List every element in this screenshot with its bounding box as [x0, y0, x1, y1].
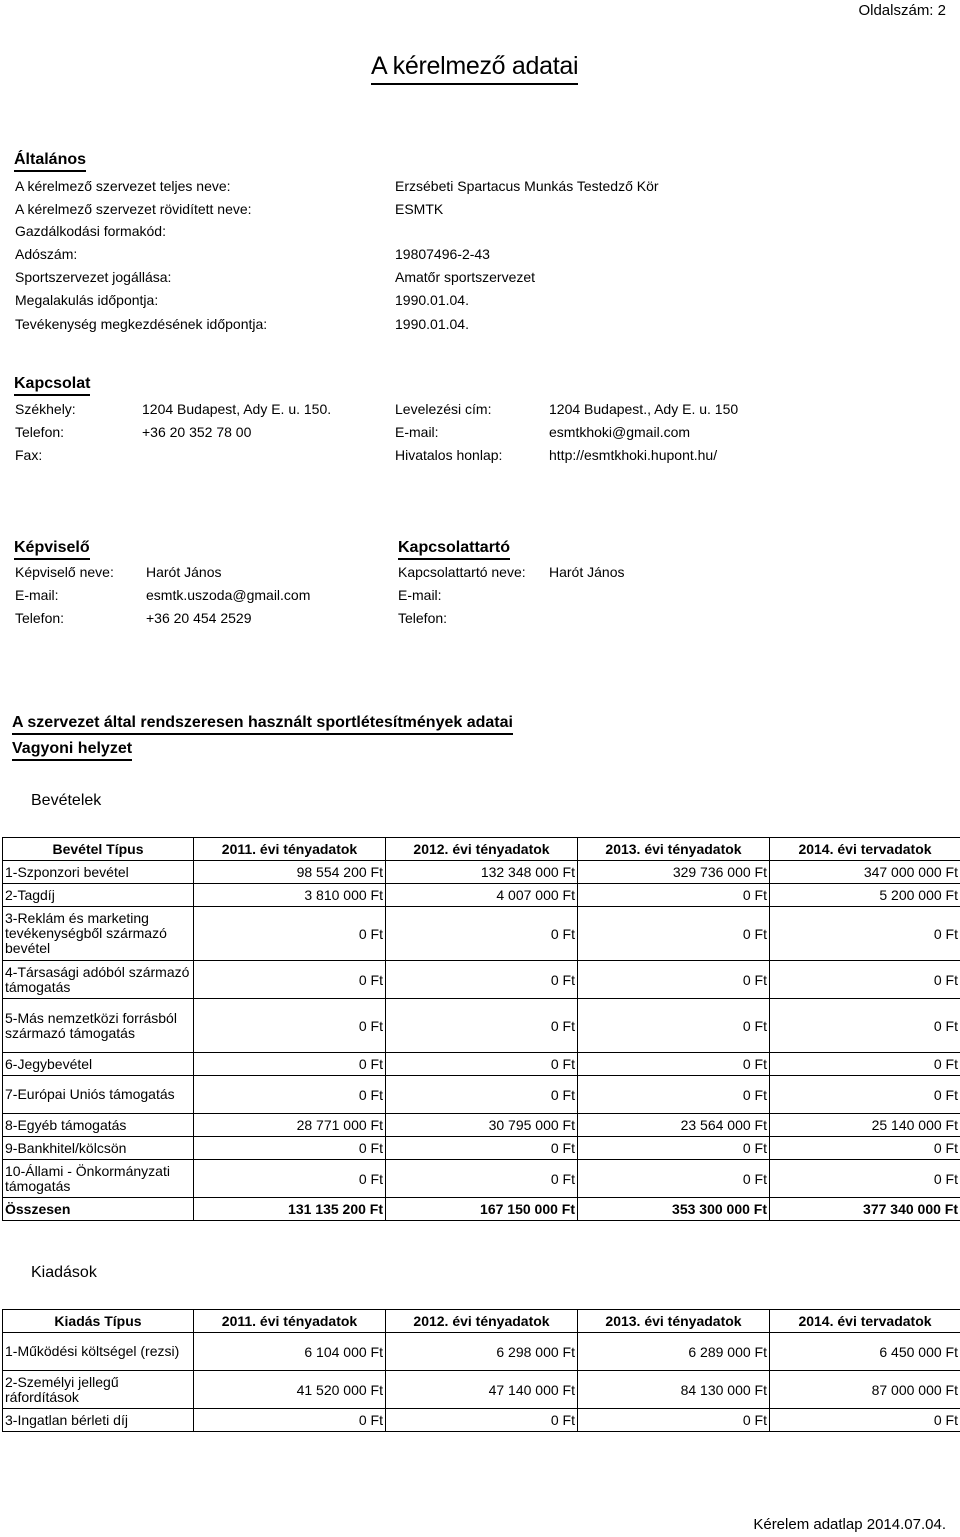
cell-value: 0 Ft — [770, 961, 960, 999]
total-value: 377 340 000 Ft — [770, 1198, 960, 1221]
col-header: 2013. évi tényadatok — [578, 1310, 770, 1333]
cell-value: 0 Ft — [578, 1076, 770, 1114]
expenses-header-row — [3, 1310, 960, 1333]
fax-label: Fax: — [15, 447, 43, 463]
expenses-table — [2, 1309, 960, 1432]
cell-value: 87 000 000 Ft — [770, 1371, 960, 1409]
table-row — [3, 861, 960, 884]
website-value: http://esmtkhoki.hupont.hu/ — [549, 447, 718, 463]
mail-address-value: 1204 Budapest., Ady E. u. 150 — [549, 401, 739, 417]
cell-value: 3 810 000 Ft — [194, 884, 386, 907]
income-type: 9-Bankhitel/kölcsön — [3, 1137, 194, 1160]
col-header: 2011. évi tényadatok — [194, 838, 386, 861]
table-row — [3, 999, 960, 1053]
facilities-heading: A szervezet által rendszeresen használt sportlétesítmények adatai — [12, 714, 513, 735]
general-label: Adószám: — [15, 246, 78, 262]
general-heading: Általános — [14, 151, 86, 172]
cell-value: 28 771 000 Ft — [194, 1114, 386, 1137]
cell-value: 0 Ft — [770, 1409, 960, 1432]
general-value: Erzsébeti Spartacus Munkás Testedző Kör — [395, 178, 659, 194]
income-type: 6-Jegybevétel — [3, 1053, 194, 1076]
general-value: 19807496-2-43 — [395, 246, 490, 262]
cell-value: 6 289 000 Ft — [578, 1333, 770, 1371]
cell-value: 4 007 000 Ft — [386, 884, 578, 907]
contact-person-phone-label: Telefon: — [398, 610, 448, 626]
income-subheading: Bevételek — [31, 792, 102, 809]
cell-value: 6 450 000 Ft — [770, 1333, 960, 1371]
mail-address-label: Levelezési cím: — [395, 401, 492, 417]
income-type: 10-Állami - Önkormányzati támogatás — [3, 1160, 194, 1198]
general-label: Megalakulás időpontja: — [15, 292, 159, 308]
cell-value: 0 Ft — [578, 1160, 770, 1198]
col-header: 2014. évi tervadatok — [770, 1310, 960, 1333]
cell-value: 132 348 000 Ft — [386, 861, 578, 884]
general-label: Sportszervezet jogállása: — [15, 269, 172, 285]
table-row — [3, 1076, 960, 1114]
cell-value: 0 Ft — [770, 1137, 960, 1160]
col-header: 2012. évi tényadatok — [386, 1310, 578, 1333]
total-value: 167 150 000 Ft — [386, 1198, 578, 1221]
contact-person-name-label: Kapcsolattartó neve: — [398, 564, 526, 580]
table-row — [3, 1409, 960, 1432]
cell-value: 0 Ft — [770, 1053, 960, 1076]
total-value: 353 300 000 Ft — [578, 1198, 770, 1221]
cell-value: 6 298 000 Ft — [386, 1333, 578, 1371]
cell-value: 0 Ft — [194, 961, 386, 999]
cell-value: 0 Ft — [578, 1137, 770, 1160]
income-type: 8-Egyéb támogatás — [3, 1114, 194, 1137]
table-row — [3, 1160, 960, 1198]
cell-value: 0 Ft — [386, 1160, 578, 1198]
table-row — [3, 1114, 960, 1137]
footer: Kérelem adatlap 2014.07.04. — [753, 1516, 946, 1533]
cell-value: 0 Ft — [194, 1160, 386, 1198]
table-row — [3, 907, 960, 961]
representative-phone-label: Telefon: — [15, 610, 65, 626]
general-label: Tevékenység megkezdésének időpontja: — [15, 316, 268, 332]
cell-value: 347 000 000 Ft — [770, 861, 960, 884]
representative-phone: +36 20 454 2529 — [146, 610, 252, 626]
income-type: 2-Tagdíj — [3, 884, 194, 907]
total-row — [3, 1198, 960, 1221]
general-value: ESMTK — [395, 201, 444, 217]
contact-person-heading: Kapcsolattartó — [398, 539, 510, 560]
table-row — [3, 1053, 960, 1076]
cell-value: 0 Ft — [386, 1409, 578, 1432]
table-row — [3, 884, 960, 907]
cell-value: 0 Ft — [386, 961, 578, 999]
cell-value: 0 Ft — [386, 999, 578, 1053]
expense-type: 2-Személyi jellegű ráfordítások — [3, 1371, 194, 1409]
cell-value: 0 Ft — [770, 907, 960, 961]
cell-value: 25 140 000 Ft — [770, 1114, 960, 1137]
cell-value: 0 Ft — [578, 1409, 770, 1432]
cell-value: 6 104 000 Ft — [194, 1333, 386, 1371]
representative-name-label: Képviselő neve: — [15, 564, 114, 580]
phone-value: +36 20 352 78 00 — [142, 424, 252, 440]
cell-value: 0 Ft — [770, 999, 960, 1053]
cell-value: 23 564 000 Ft — [578, 1114, 770, 1137]
table-row — [3, 1333, 960, 1371]
representative-email: esmtk.uszoda@gmail.com — [146, 587, 311, 603]
income-type: 5-Más nemzetközi forrásból származó támogatás — [3, 999, 194, 1053]
general-value: 1990.01.04. — [395, 316, 469, 332]
expenses-subheading: Kiadások — [31, 1264, 97, 1281]
cell-value: 0 Ft — [578, 999, 770, 1053]
cell-value: 329 736 000 Ft — [578, 861, 770, 884]
cell-value: 0 Ft — [578, 884, 770, 907]
page-title: A kérelmező adatai — [371, 52, 578, 85]
cell-value: 0 Ft — [578, 961, 770, 999]
cell-value: 98 554 200 Ft — [194, 861, 386, 884]
total-label: Összesen — [3, 1198, 194, 1221]
table-row — [3, 1371, 960, 1409]
col-header: Kiadás Típus — [3, 1310, 194, 1333]
cell-value: 30 795 000 Ft — [386, 1114, 578, 1137]
email-label: E-mail: — [395, 424, 439, 440]
cell-value: 5 200 000 Ft — [770, 884, 960, 907]
general-label: A kérelmező szervezet teljes neve: — [15, 178, 231, 194]
seat-label: Székhely: — [15, 401, 76, 417]
cell-value: 47 140 000 Ft — [386, 1371, 578, 1409]
expense-type: 1-Működési költségel (rezsi) — [3, 1333, 194, 1371]
assets-heading: Vagyoni helyzet — [12, 740, 132, 761]
table-row — [3, 1137, 960, 1160]
cell-value: 0 Ft — [194, 907, 386, 961]
income-type: 7-Európai Uniós támogatás — [3, 1076, 194, 1114]
cell-value: 0 Ft — [386, 1137, 578, 1160]
contact-person-email-label: E-mail: — [398, 587, 442, 603]
phone-label: Telefon: — [15, 424, 65, 440]
col-header: 2013. évi tényadatok — [578, 838, 770, 861]
website-label: Hivatalos honlap: — [395, 447, 503, 463]
general-value: 1990.01.04. — [395, 292, 469, 308]
contact-heading: Kapcsolat — [14, 375, 90, 396]
income-type: 3-Reklám és marketing tevékenységből származó bevétel — [3, 907, 194, 961]
general-label: A kérelmező szervezet rövidített neve: — [15, 201, 252, 217]
cell-value: 84 130 000 Ft — [578, 1371, 770, 1409]
income-type: 4-Társasági adóból származó támogatás — [3, 961, 194, 999]
email-value: esmtkhoki@gmail.com — [549, 424, 691, 440]
income-header-row — [3, 838, 960, 861]
cell-value: 0 Ft — [194, 1137, 386, 1160]
table-row — [3, 961, 960, 999]
cell-value: 0 Ft — [194, 1076, 386, 1114]
cell-value: 0 Ft — [386, 1053, 578, 1076]
cell-value: 0 Ft — [578, 1053, 770, 1076]
cell-value: 0 Ft — [386, 1076, 578, 1114]
col-header: Bevétel Típus — [3, 838, 194, 861]
cell-value: 0 Ft — [770, 1076, 960, 1114]
page-number: Oldalszám: 2 — [858, 2, 946, 19]
cell-value: 0 Ft — [194, 1053, 386, 1076]
income-type: 1-Szponzori bevétel — [3, 861, 194, 884]
cell-value: 0 Ft — [194, 999, 386, 1053]
col-header: 2014. évi tervadatok — [770, 838, 960, 861]
cell-value: 41 520 000 Ft — [194, 1371, 386, 1409]
col-header: 2011. évi tényadatok — [194, 1310, 386, 1333]
seat-value: 1204 Budapest, Ady E. u. 150. — [142, 401, 332, 417]
representative-email-label: E-mail: — [15, 587, 59, 603]
expense-type: 3-Ingatlan bérleti díj — [3, 1409, 194, 1432]
col-header: 2012. évi tényadatok — [386, 838, 578, 861]
total-value: 131 135 200 Ft — [194, 1198, 386, 1221]
income-table — [2, 837, 960, 1221]
cell-value: 0 Ft — [578, 907, 770, 961]
cell-value: 0 Ft — [386, 907, 578, 961]
representative-heading: Képviselő — [14, 539, 90, 560]
cell-value: 0 Ft — [770, 1160, 960, 1198]
general-value: Amatőr sportszervezet — [395, 269, 536, 285]
general-label: Gazdálkodási formakód: — [15, 223, 166, 239]
cell-value: 0 Ft — [194, 1409, 386, 1432]
representative-name: Harót János — [146, 564, 222, 580]
contact-person-name: Harót János — [549, 564, 625, 580]
